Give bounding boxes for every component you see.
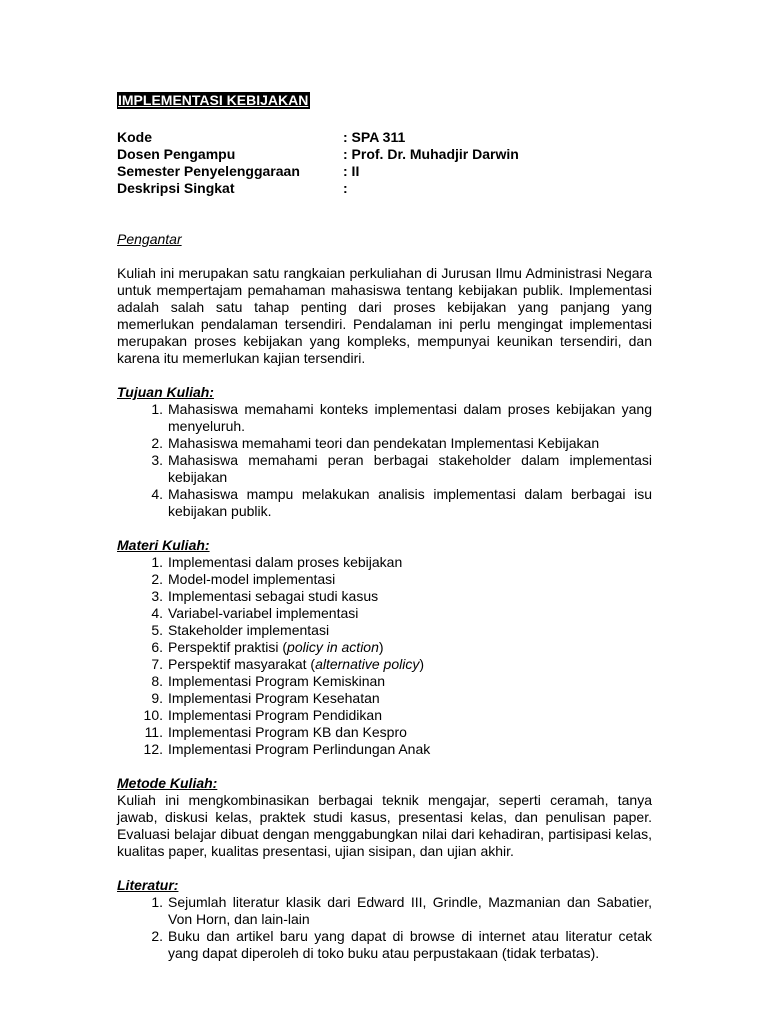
section-literatur <box>117 877 652 962</box>
list-item: 7. Perspektif masyarakat (alternative policy) <box>151 656 425 672</box>
list-item: 10. Implementasi Program Pendidikan <box>143 707 382 723</box>
list-item: 2. Model-model implementasi <box>151 571 336 587</box>
meta-value: : II <box>343 163 360 179</box>
list-item: 6. Perspektif praktisi (policy in action) <box>151 639 384 655</box>
section-materi <box>117 537 652 758</box>
list-item: 2. Buku dan artikel baru yang dapat di browse di internet atau literatur cetak yang dapat diperoleh di toko buku atau perpustakaan (tidak terbatas). <box>151 928 652 961</box>
meta-row-dosen <box>117 146 652 163</box>
section-paragraph: Kuliah ini merupakan satu rangkaian perkuliahan di Jurusan Ilmu Administrasi Negara untuk mempertajam pemahaman mahasiswa tentang kebijakan publik. Implementasi adalah salah satu tahap penting dari proses kebijakan yang panjang yang memerlukan pendalaman tersendiri. Pendalaman ini perlu mengingat implementasi merupakan proses kebijakan yang kompleks, mempunyai keunikan tersendiri, dan karena itu memerlukan kajian tersendiri. <box>117 265 652 366</box>
list-item: 3. Mahasiswa memahami peran berbagai stakeholder dalam implementasi kebijakan <box>151 452 652 485</box>
meta-row-semester <box>117 163 652 180</box>
tujuan-list <box>117 401 652 520</box>
list-item: 1. Mahasiswa memahami konteks implementasi dalam proses kebijakan yang menyeluruh. <box>151 401 652 434</box>
list-item: 2. Mahasiswa memahami teori dan pendekatan Implementasi Kebijakan <box>151 435 600 451</box>
list-item: 4. Variabel-variabel implementasi <box>151 605 359 621</box>
list-item: 1. Sejumlah literatur klasik dari Edward III, Grindle, Mazmanian dan Sabatier, Von Horn, dan lain-lain <box>151 894 652 927</box>
literatur-list <box>117 894 652 962</box>
meta-value: : Prof. Dr. Muhadjir Darwin <box>343 146 519 162</box>
meta-value: : <box>343 180 348 196</box>
list-item: 9. Implementasi Program Kesehatan <box>151 690 380 706</box>
section-heading: Materi Kuliah: <box>117 537 210 553</box>
materi-list <box>117 554 652 758</box>
list-item: 11. Implementasi Program KB dan Kespro <box>144 724 407 740</box>
meta-label: Semester Penyelenggaraan <box>117 163 300 179</box>
section-heading: Pengantar <box>117 231 182 247</box>
list-item: 1. Implementasi dalam proses kebijakan <box>151 554 403 570</box>
list-item: 8. Implementasi Program Kemiskinan <box>151 673 386 689</box>
list-item: 3. Implementasi sebagai studi kasus <box>151 588 379 604</box>
meta-value: : SPA 311 <box>343 129 406 145</box>
section-pengantar <box>117 231 652 367</box>
list-item: 4. Mahasiswa mampu melakukan analisis implementasi dalam berbagai isu kebijakan publik. <box>151 486 652 519</box>
meta-label: Kode <box>117 129 152 145</box>
document-title: IMPLEMENTASI KEBIJAKAN <box>118 92 309 108</box>
meta-row-deskripsi <box>117 180 652 197</box>
list-item: 12. Implementasi Program Perlindungan Anak <box>143 741 431 757</box>
section-tujuan <box>117 384 652 520</box>
document-page <box>117 92 652 962</box>
section-heading: Metode Kuliah: <box>117 775 218 791</box>
section-heading: Tujuan Kuliah: <box>117 384 214 400</box>
list-item: 5. Stakeholder implementasi <box>151 622 330 638</box>
meta-row-kode <box>117 129 652 146</box>
section-metode <box>117 775 652 860</box>
meta-label: Deskripsi Singkat <box>117 180 235 196</box>
course-meta <box>117 129 652 197</box>
section-heading: Literatur: <box>117 877 179 893</box>
meta-label: Dosen Pengampu <box>117 146 236 162</box>
section-paragraph: Kuliah ini mengkombinasikan berbagai teknik mengajar, seperti ceramah, tanya jawab, diskusi kelas, praktek studi kasus, presentasi kelas, dan penulisan paper. Evaluasi belajar dibuat dengan menggabungkan nilai dari kehadiran, partisipasi kelas, kualitas paper, kualitas presentasi, ujian sisipan, dan ujian akhir. <box>117 792 652 859</box>
